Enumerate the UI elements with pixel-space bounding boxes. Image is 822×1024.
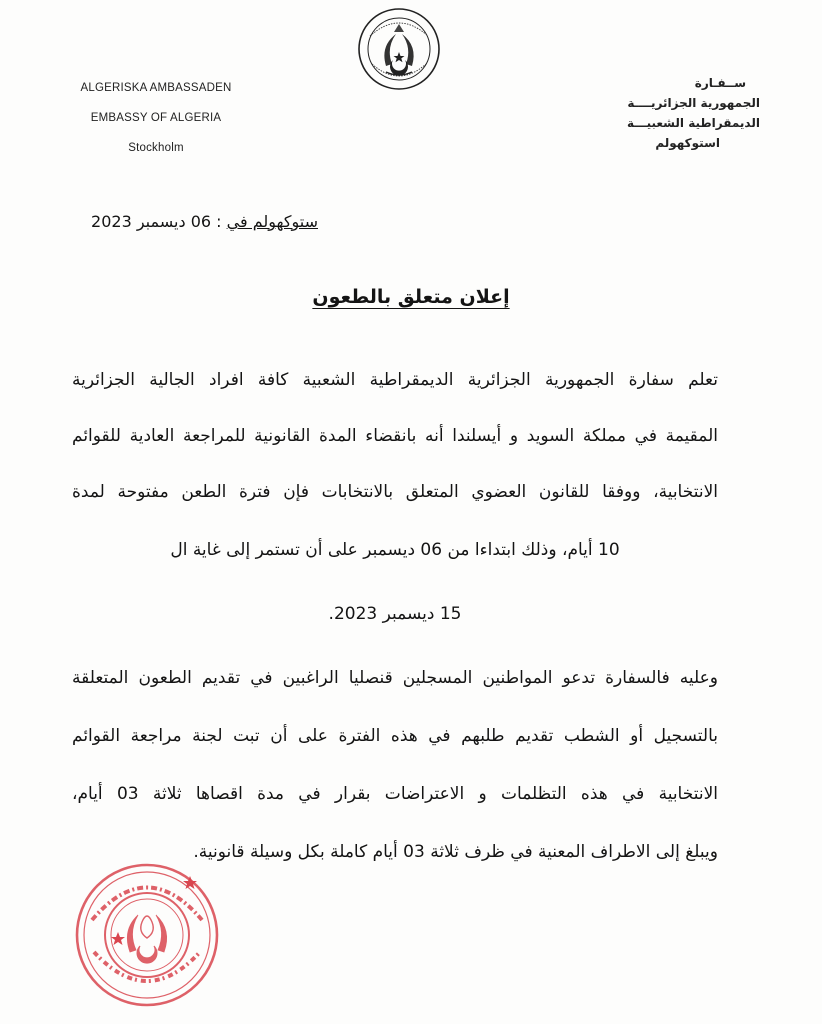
- paragraph2-line3: الانتخابية في هذه التظلمات و الاعتراضات بقرار في مدة اقصاها ثلاثة 03 أيام،: [72, 784, 718, 804]
- paragraph2-line4: ويبلغ إلى الاطراف المعنية في ظرف ثلاثة 03 أيام كاملة بكل وسيلة قانونية.: [193, 842, 718, 862]
- algeria-emblem-icon: [356, 6, 442, 92]
- latin-letterhead: [56, 80, 256, 170]
- letterhead-ar-democratic: الديمقراطية الشعبيـــة: [627, 116, 760, 130]
- paragraph2-line1: وعليه فالسفارة تدعو المواطنين المسجلين قنصليا الراغبين في تقديم الطعون المتعلقة: [72, 668, 718, 688]
- paragraph1-line1: تعلم سفارة الجمهورية الجزائرية الديمقراطية الشعبية كافة افراد الجالية الجزائرية: [72, 370, 718, 390]
- letterhead-embassy-swedish: ALGERISKA AMBASSADEN: [80, 82, 232, 94]
- embassy-seal-stamp: [72, 860, 222, 1010]
- paragraph1-line5: 15 ديسمبر 2023.: [328, 604, 462, 624]
- letterhead-ar-city: استوكهولم: [655, 136, 720, 150]
- date-value: : 06 ديسمبر 2023: [91, 212, 222, 231]
- paragraph1-line3: الانتخابية، ووفقا للقانون العضوي المتعلق بالانتخابات فإن فترة الطعن مفتوحة لمدة: [72, 482, 718, 502]
- paragraph1-line4: 10 أيام، وذلك ابتداءا من 06 ديسمبر على أن تستمر إلى غاية ال: [170, 540, 620, 560]
- letterhead-embassy-english: EMBASSY OF ALGERIA: [90, 112, 222, 124]
- paragraph2-line2: بالتسجيل أو الشطب تقديم طلبهم في هذه الفترة على أن تبت لجنة مراجعة القوائم: [72, 726, 718, 746]
- letterhead-ar-embassy: ســفـارة: [694, 76, 746, 90]
- document-title: [0, 286, 822, 308]
- title-text: إعلان متعلق بالطعون: [312, 286, 510, 308]
- letterhead-ar-republic: الجمهورية الجزائريــــة: [627, 96, 760, 110]
- document-date: [78, 212, 318, 231]
- date-place: ستوكهولم في: [226, 212, 318, 231]
- arabic-letterhead: [560, 74, 760, 154]
- letterhead-city: Stockholm: [128, 142, 184, 154]
- paragraph1-line2: المقيمة في مملكة السويد و أيسلندا أنه بانقضاء المدة القانونية للمراجعة العادية للقوائم: [72, 426, 718, 446]
